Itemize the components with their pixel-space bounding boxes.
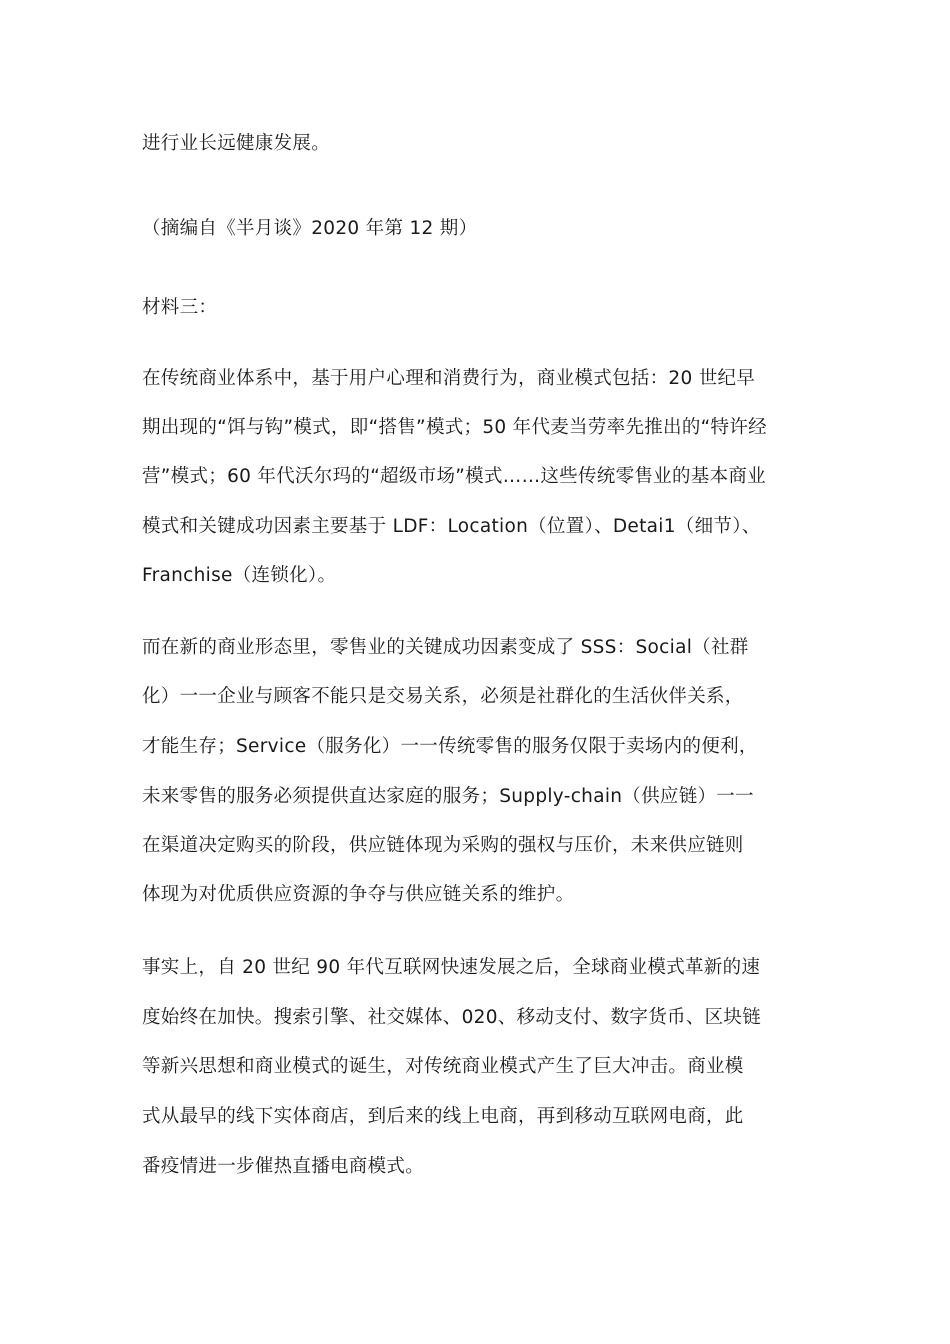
continuation-line: 进行业长远健康发展。 <box>142 133 331 154</box>
paragraph-2-line: 化）一一企业与顾客不能只是交易关系，必须是社群化的生活伙伴关系， <box>142 686 744 707</box>
paragraph-2-line: 而在新的商业形态里，零售业的关键成功因素变成了 SSS：Social（社群 <box>142 637 749 658</box>
section-heading: 材料三： <box>142 297 218 318</box>
paragraph-2-line: 才能生存；Service（服务化）一一传统零售的服务仅限于卖场内的便利， <box>142 736 758 757</box>
paragraph-2-line: 体现为对优质供应资源的争夺与供应链关系的维护。 <box>142 884 575 905</box>
paragraph-1-line: 营”模式；60 年代沃尔玛的“超级市场”模式……这些传统零售业的基本商业 <box>142 466 766 487</box>
paragraph-1-line: 在传统商业体系中，基于用户心理和消费行为，商业模式包括：20 世纪早 <box>142 368 756 389</box>
paragraph-1-line: 期出现的“饵与钩”模式，即“搭售”模式；50 年代麦当劳率先推出的“特许经 <box>142 417 767 438</box>
paragraph-1-line: 模式和关键成功因素主要基于 LDF：Location（位置）、Detai1（细节）、 <box>142 516 761 537</box>
paragraph-3-line: 等新兴思想和商业模式的诞生，对传统商业模式产生了巨大冲击。商业模 <box>142 1056 744 1077</box>
paragraph-2-line: 未来零售的服务必须提供直达家庭的服务；Supply-chain（供应链）一一 <box>142 786 754 807</box>
paragraph-1-line: Franchise（连锁化）。 <box>142 565 337 586</box>
paragraph-3-line: 度始终在加快。搜索引擎、社交媒体、020、移动支付、数字货币、区块链 <box>142 1007 762 1028</box>
paragraph-3-line: 番疫情进一步催热直播电商模式。 <box>142 1156 425 1177</box>
paragraph-3-line: 事实上，自 20 世纪 90 年代互联网快速发展之后，全球商业模式革新的速 <box>142 957 761 978</box>
paragraph-3-line: 式从最早的线下实体商店，到后来的线上电商，再到移动互联网电商，此 <box>142 1106 744 1127</box>
source-note: （摘编自《半月谈》2020 年第 12 期） <box>142 218 478 239</box>
paragraph-2-line: 在渠道决定购买的阶段，供应链体现为采购的强权与压价，未来供应链则 <box>142 835 744 856</box>
